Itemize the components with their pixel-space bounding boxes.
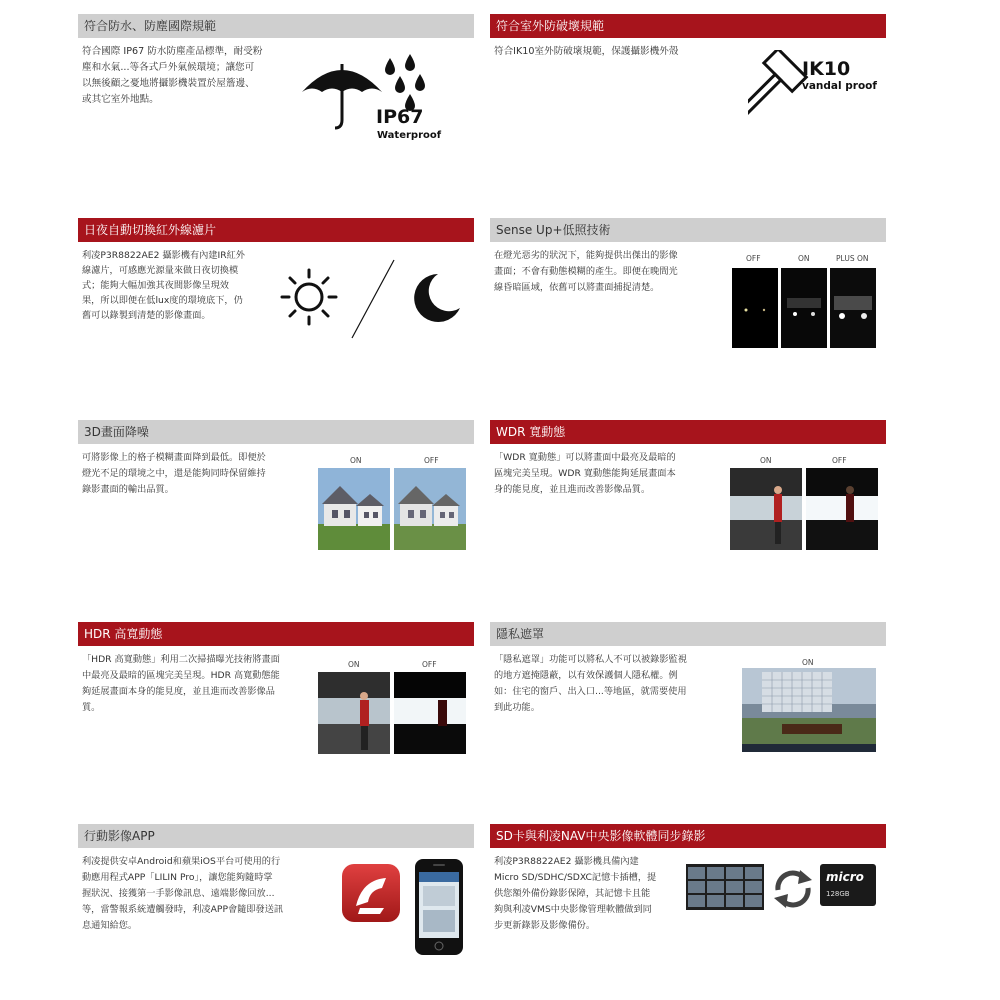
section-title: 符合防水、防塵國際規範 <box>78 14 474 38</box>
label-on: ON <box>802 658 814 667</box>
section-sd <box>490 824 886 1000</box>
section-text: 符合IK10室外防破壞規範，保護攝影機外殼 <box>494 46 679 57</box>
section-hdr <box>78 622 474 812</box>
card-size: 128GB <box>826 890 850 898</box>
divider-slash <box>348 258 398 340</box>
section-app <box>78 824 474 1000</box>
section-ik10 <box>490 14 886 204</box>
card-brand: micro <box>826 870 864 884</box>
label-off: OFF <box>832 456 847 465</box>
smartphone-icon <box>414 858 464 956</box>
section-title: 隱私遮罩 <box>490 622 886 646</box>
ik10-badge-sub: vandal proof <box>802 80 877 92</box>
label-on: ON <box>798 254 810 263</box>
label-plus-on: PLUS ON <box>836 254 869 263</box>
section-title: 3D畫面降噪 <box>78 420 474 444</box>
section-title: HDR 高寬動態 <box>78 622 474 646</box>
label-off: OFF <box>746 254 761 263</box>
microsd-card-icon <box>820 864 876 906</box>
section-privacy <box>490 622 886 812</box>
sun-icon <box>278 266 340 328</box>
label-off: OFF <box>424 456 439 465</box>
section-text: 可將影像上的格子模糊畫面降到最低。即便於 燈光不足的環境之中，還是能夠同時保留維持 錄影畫面的輸出品質。 <box>82 452 266 495</box>
night-photo-on <box>781 268 827 348</box>
section-icr <box>78 218 474 408</box>
vms-screenshot <box>686 864 764 910</box>
ip67-badge-title: IP67 <box>376 106 424 128</box>
section-text: 利凌P3R8822AE2 攝影機有內建IR紅外 線濾片，可感應光源量來做日夜切換模 式；能夠大幅加強其夜間影像呈現效 果，所以即便在低lux度的環境底下，仍 舊可以錄製到清楚的影像畫面。 <box>82 250 245 321</box>
lilin-app-icon <box>340 862 402 924</box>
section-dnr <box>78 420 474 610</box>
section-title: WDR 寬動態 <box>490 420 886 444</box>
section-ip67 <box>78 14 474 204</box>
section-title: 日夜自動切換紅外線濾片 <box>78 218 474 242</box>
night-photo-off <box>732 268 778 348</box>
wdr-photo-off <box>806 468 878 550</box>
hdr-photo-off <box>394 672 466 754</box>
label-on: ON <box>350 456 362 465</box>
house-photo-off <box>394 468 466 550</box>
label-off: OFF <box>422 660 437 669</box>
section-text: 利凌P3R8822AE2 攝影機具備內建 Micro SD/SDHC/SDXC記憶卡插槽，提 供您額外備份錄影保障，其記憶卡且能 夠與利凌VMS中央影像管理軟體做到同 步更新錄影及影像備份。 <box>494 856 657 931</box>
sync-icon <box>770 866 816 912</box>
section-text: 「WDR 寬動態」可以將畫面中最亮及最暗的 區塊完美呈現。WDR 寬動態能夠延展畫面本 身的能見度，並且進而改善影像品質。 <box>494 452 676 495</box>
section-text: 「HDR 高寬動態」利用二次掃描曝光技術將畫面 中最亮及最暗的區塊完美呈現。HDR 高寬動態能 夠延展畫面本身的能見度，並且進而改善影像品 質。 <box>82 654 280 713</box>
section-title: 行動影像APP <box>78 824 474 848</box>
house-photo-on <box>318 468 390 550</box>
moon-icon <box>408 270 464 326</box>
label-on: ON <box>760 456 772 465</box>
ip67-badge-sub: Waterproof <box>377 130 442 141</box>
section-text: 在燈光惡劣的狀況下，能夠提供出傑出的影像 畫面；不會有動態模糊的產生。即便在晚間光 線昏暗區域，依舊可以將畫面捕捉清楚。 <box>494 250 678 293</box>
section-wdr <box>490 420 886 610</box>
section-senseup <box>490 218 886 408</box>
section-text: 符合國際 IP67 防水防塵產品標準，耐受粉 塵和水氣...等各式戶外氣候環境；讓您可 以無後顧之憂地將攝影機裝置於屋簷邊、 或其它室外地點。 <box>82 46 263 105</box>
section-title: 符合室外防破壞規範 <box>490 14 886 38</box>
hdr-photo-on <box>318 672 390 754</box>
section-text: 「隱私遮罩」功能可以將私人不可以被錄影監視 的地方遮掩隱蔽，以有效保護個人隱私權。例 如：住宅的窗戶、出入口...等地區，就需要使用 到此功能。 <box>494 654 687 713</box>
section-text: 利凌提供安卓Android和蘋果iOS平台可使用的行 動應用程式APP「LILIN Pro」，讓您能夠隨時掌 握狀況、接獲第一手影像訊息、遠端影像回放... 等，當警報系統遭觸發時，利凌APP會隨即發送訊 息通知給您。 <box>82 856 284 931</box>
ik10-badge-title: IK10 <box>802 58 851 80</box>
section-title: Sense Up+低照技術 <box>490 218 886 242</box>
section-title: SD卡與利凌NAV中央影像軟體同步錄影 <box>490 824 886 848</box>
label-on: ON <box>348 660 360 669</box>
night-photo-plus-on <box>830 268 876 348</box>
wdr-photo-on <box>730 468 802 550</box>
privacy-mask-photo <box>742 668 876 752</box>
